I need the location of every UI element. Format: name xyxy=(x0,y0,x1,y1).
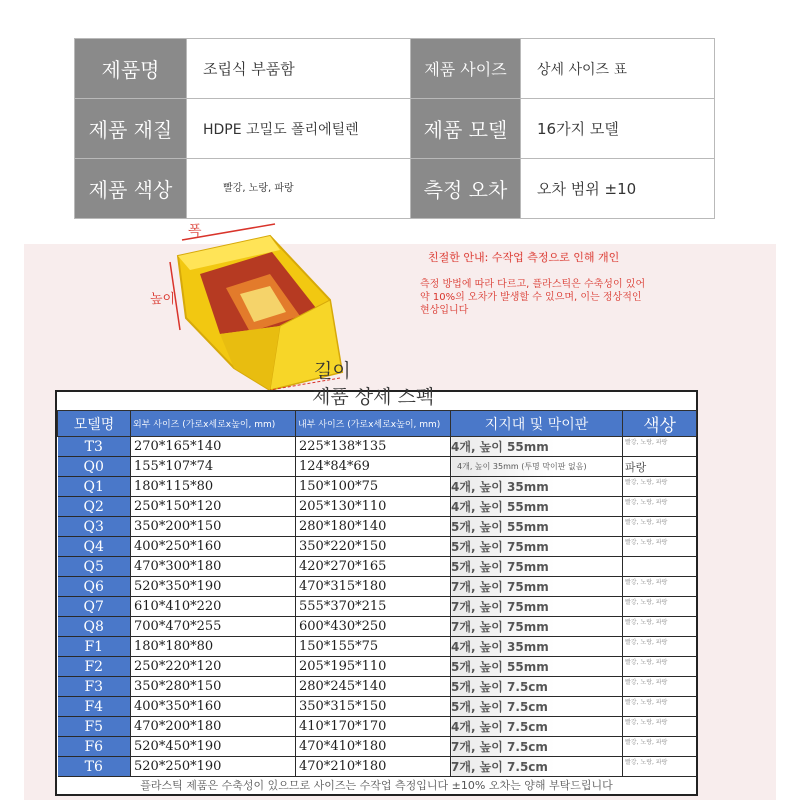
support-cell: 7개, 높이 75mm xyxy=(451,577,623,597)
spec-row xyxy=(58,497,697,517)
inner-size-cell: 205*130*110 xyxy=(296,497,451,517)
outer-size-cell: 350*280*150 xyxy=(131,677,296,697)
inner-size-cell: 124*84*69 xyxy=(296,457,451,477)
model-cell: Q8 xyxy=(58,617,131,637)
info-label: 제품 색상 xyxy=(75,159,187,219)
spec-row xyxy=(58,517,697,537)
color-cell: 빨강, 노랑, 파랑 xyxy=(623,497,697,517)
model-cell: F4 xyxy=(58,697,131,717)
header-support: 지지대 및 막이판 xyxy=(451,411,623,437)
spec-row xyxy=(58,677,697,697)
inner-size-cell: 470*210*180 xyxy=(296,757,451,777)
support-cell: 5개, 높이 55mm xyxy=(451,657,623,677)
notice-line: 측정 방법에 따라 다르고, 플라스틱은 수축성이 있어 xyxy=(420,279,646,290)
outer-size-cell: 400*350*160 xyxy=(131,697,296,717)
inner-size-cell: 555*370*215 xyxy=(296,597,451,617)
model-cell: Q5 xyxy=(58,557,131,577)
outer-size-cell: 700*470*255 xyxy=(131,617,296,637)
model-cell: Q6 xyxy=(58,577,131,597)
product-info-table xyxy=(74,38,715,219)
outer-size-cell: 520*450*190 xyxy=(131,737,296,757)
inner-size-cell: 150*100*75 xyxy=(296,477,451,497)
inner-size-cell: 350*220*150 xyxy=(296,537,451,557)
support-cell: 5개, 높이 7.5cm xyxy=(451,697,623,717)
support-cell: 4개, 높이 35mm xyxy=(451,637,623,657)
inner-size-cell: 280*180*140 xyxy=(296,517,451,537)
outer-size-cell: 250*220*120 xyxy=(131,657,296,677)
height-label: 높이 xyxy=(150,292,176,307)
info-value: 조립식 부품함 xyxy=(187,39,411,99)
footnote: 플라스틱 제품은 수축성이 있으므로 사이즈는 수작업 측정입니다 ±10% 오차는 양해 부탁드립니다 xyxy=(140,779,613,792)
info-row xyxy=(75,99,715,159)
inner-size-cell: 410*170*170 xyxy=(296,717,451,737)
color-cell: 빨강, 노랑, 파랑 xyxy=(623,757,697,777)
color-cell: 빨강, 노랑, 파랑 xyxy=(623,517,697,537)
model-cell: Q1 xyxy=(58,477,131,497)
inner-size-cell: 350*315*150 xyxy=(296,697,451,717)
header-inner-size: 내부 사이즈 (가로x세로x높이, mm) xyxy=(296,411,451,437)
outer-size-cell: 270*165*140 xyxy=(131,437,296,457)
spec-row xyxy=(58,697,697,717)
support-cell: 5개, 높이 55mm xyxy=(451,517,623,537)
inner-size-cell: 150*155*75 xyxy=(296,637,451,657)
color-cell: 빨강, 노랑, 파랑 xyxy=(623,637,697,657)
info-label: 제품 모델 xyxy=(411,99,521,159)
spec-table xyxy=(57,410,697,777)
support-cell: 4개, 높이 55mm xyxy=(451,437,623,457)
color-cell: 빨강, 노랑, 파랑 xyxy=(623,537,697,557)
measurement-notice xyxy=(420,251,650,317)
info-row xyxy=(75,159,715,219)
color-cell: 빨강, 노랑, 파랑 xyxy=(623,737,697,757)
outer-size-cell: 155*107*74 xyxy=(131,457,296,477)
spec-row xyxy=(58,457,697,477)
support-cell: 4개, 높이 7.5cm xyxy=(451,717,623,737)
support-cell: 5개, 높이 75mm xyxy=(451,557,623,577)
spec-row xyxy=(58,657,697,677)
model-cell: T6 xyxy=(58,757,131,777)
info-value: 상세 사이즈 표 xyxy=(521,39,715,99)
color-cell: 파랑 xyxy=(623,457,697,477)
width-label: 폭 xyxy=(188,223,202,239)
spec-row xyxy=(58,617,697,637)
spec-row xyxy=(58,717,697,737)
header-color: 색상 xyxy=(623,411,697,437)
support-cell: 7개, 높이 7.5cm xyxy=(451,737,623,757)
inner-size-cell: 600*430*250 xyxy=(296,617,451,637)
model-cell: Q2 xyxy=(58,497,131,517)
info-label: 제품 재질 xyxy=(75,99,187,159)
length-label: 길이 xyxy=(314,360,351,382)
color-cell: 빨강, 노랑, 파랑 xyxy=(623,617,697,637)
info-label: 제품 사이즈 xyxy=(411,39,521,99)
support-cell: 7개, 높이 75mm xyxy=(451,617,623,637)
spec-header-row xyxy=(58,411,697,437)
support-cell: 4개, 높이 35mm (투명 막이판 없음) xyxy=(451,457,623,477)
color-cell xyxy=(623,557,697,577)
info-value: 빨강, 노랑, 파랑 xyxy=(187,159,411,219)
color-cell: 빨강, 노랑, 파랑 xyxy=(623,577,697,597)
header-model: 모델명 xyxy=(58,411,131,437)
model-cell: F6 xyxy=(58,737,131,757)
support-cell: 5개, 높이 75mm xyxy=(451,537,623,557)
outer-size-cell: 400*250*160 xyxy=(131,537,296,557)
spec-row xyxy=(58,637,697,657)
color-cell: 빨강, 노랑, 파랑 xyxy=(623,477,697,497)
notice-line: 약 10%의 오차가 발생할 수 있으며, 이는 정상적인 현상입니다 xyxy=(420,292,642,316)
spec-row xyxy=(58,557,697,577)
model-cell: T3 xyxy=(58,437,131,457)
color-cell: 빨강, 노랑, 파랑 xyxy=(623,657,697,677)
spec-row xyxy=(58,597,697,617)
spec-row xyxy=(58,437,697,457)
inner-size-cell: 225*138*135 xyxy=(296,437,451,457)
spec-row xyxy=(58,577,697,597)
outer-size-cell: 250*150*120 xyxy=(131,497,296,517)
outer-size-cell: 470*300*180 xyxy=(131,557,296,577)
model-cell: Q0 xyxy=(58,457,131,477)
notice-heading: 친절한 안내: 수작업 측정으로 인해 개인 xyxy=(428,251,620,264)
model-cell: F3 xyxy=(58,677,131,697)
spec-row xyxy=(58,537,697,557)
inner-size-cell: 280*245*140 xyxy=(296,677,451,697)
model-cell: Q3 xyxy=(58,517,131,537)
info-label: 제품명 xyxy=(75,39,187,99)
model-cell: Q4 xyxy=(58,537,131,557)
outer-size-cell: 610*410*220 xyxy=(131,597,296,617)
outer-size-cell: 180*180*80 xyxy=(131,637,296,657)
color-cell: 빨강, 노랑, 파랑 xyxy=(623,437,697,457)
support-cell: 7개, 높이 7.5cm xyxy=(451,757,623,777)
color-cell: 빨강, 노랑, 파랑 xyxy=(623,677,697,697)
color-cell: 빨강, 노랑, 파랑 xyxy=(623,697,697,717)
model-cell: F5 xyxy=(58,717,131,737)
info-value: HDPE 고밀도 폴리에틸렌 xyxy=(187,99,411,159)
info-value: 16가지 모델 xyxy=(521,99,715,159)
inner-size-cell: 420*270*165 xyxy=(296,557,451,577)
support-cell: 4개, 높이 35mm xyxy=(451,477,623,497)
support-cell: 5개, 높이 7.5cm xyxy=(451,677,623,697)
color-cell: 빨강, 노랑, 파랑 xyxy=(623,597,697,617)
inner-size-cell: 205*195*110 xyxy=(296,657,451,677)
outer-size-cell: 350*200*150 xyxy=(131,517,296,537)
outer-size-cell: 520*350*190 xyxy=(131,577,296,597)
outer-size-cell: 470*200*180 xyxy=(131,717,296,737)
info-row xyxy=(75,39,715,99)
spec-row xyxy=(58,737,697,757)
spec-title: 제품 상세 스펙 xyxy=(312,386,435,408)
color-cell: 빨강, 노랑, 파랑 xyxy=(623,717,697,737)
outer-size-cell: 520*250*190 xyxy=(131,757,296,777)
info-value: 오차 범위 ±10 xyxy=(521,159,715,219)
inner-size-cell: 470*315*180 xyxy=(296,577,451,597)
inner-size-cell: 470*410*180 xyxy=(296,737,451,757)
header-outer-size: 외부 사이즈 (가로x세로x높이, mm) xyxy=(131,411,296,437)
model-cell: Q7 xyxy=(58,597,131,617)
outer-size-cell: 180*115*80 xyxy=(131,477,296,497)
info-label: 측정 오차 xyxy=(411,159,521,219)
spec-row xyxy=(58,477,697,497)
model-cell: F2 xyxy=(58,657,131,677)
support-cell: 4개, 높이 55mm xyxy=(451,497,623,517)
model-cell: F1 xyxy=(58,637,131,657)
support-cell: 7개, 높이 75mm xyxy=(451,597,623,617)
spec-row xyxy=(58,757,697,777)
